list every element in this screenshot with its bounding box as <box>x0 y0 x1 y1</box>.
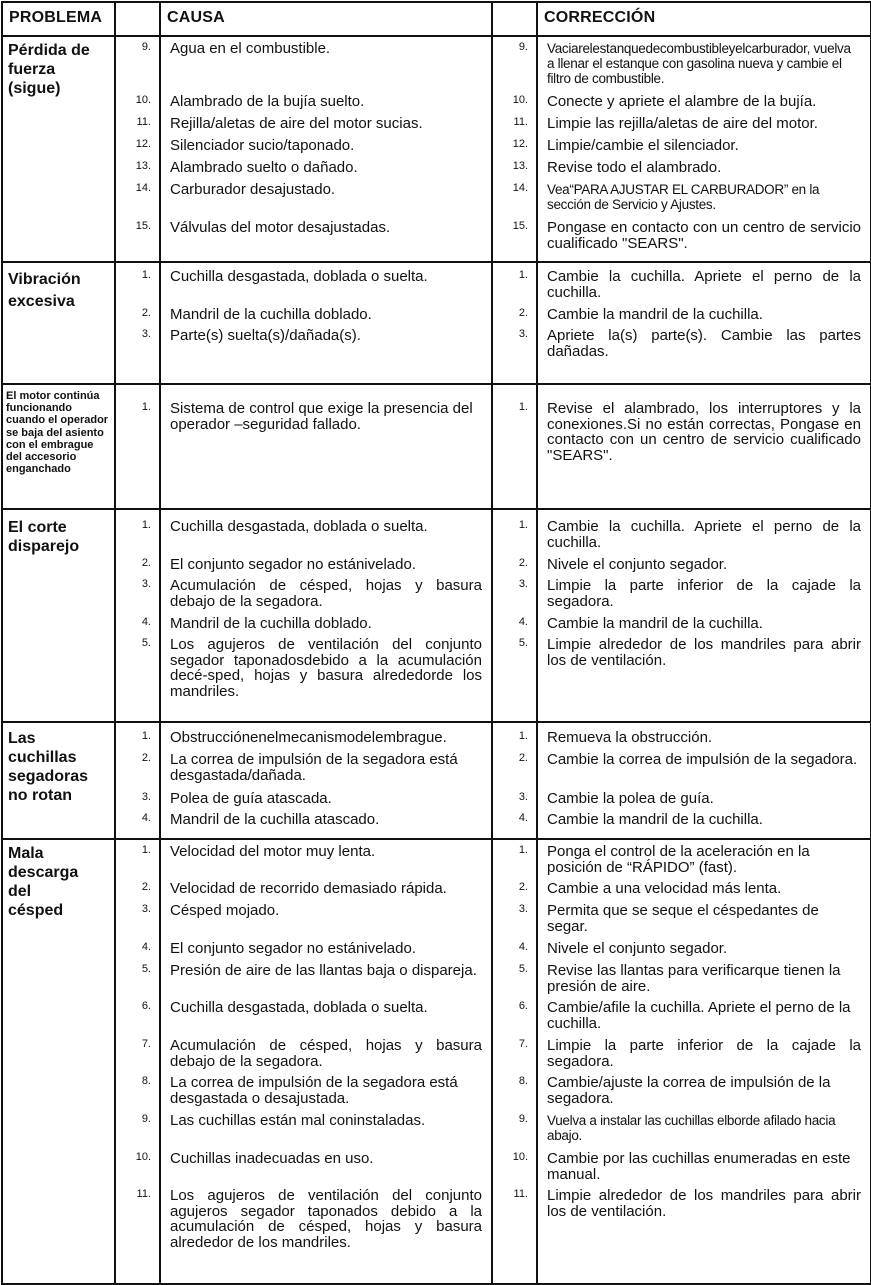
cause-number: 1. <box>141 730 151 742</box>
cause-text: Acumulación de césped, hojas y basura debajo de la segadora. <box>170 1037 482 1070</box>
correction-text: Limpie/cambie el silenciador. <box>547 137 739 154</box>
cause-cell <box>160 36 492 262</box>
correction-text: Permita que se seque el céspedantes de segar. <box>547 902 819 935</box>
cause-num-cell <box>115 839 160 1284</box>
correction-number: 6. <box>518 1000 528 1012</box>
correction-number: 4. <box>518 812 528 824</box>
correction-text: Limpie las rejilla/aletas de aire del motor. <box>547 115 818 132</box>
cause-number: 3. <box>141 578 151 590</box>
cause-number: 15. <box>135 220 151 232</box>
correction-cell <box>537 509 871 722</box>
correction-text: Revise el alambrado, los interruptores y la conexiones.Si no están correctas, Pongase en contacto con un centro de servicio cualificado "SEARS". <box>547 400 861 464</box>
cause-number: 5. <box>141 963 151 975</box>
problem-cell <box>2 722 115 839</box>
correction-number: 3. <box>518 328 528 340</box>
problem-header: PROBLEMA <box>9 9 103 26</box>
cause-number: 5. <box>141 637 151 649</box>
problem-cell <box>2 384 115 509</box>
cause-number: 3. <box>141 903 151 915</box>
cause-text: Polea de guía atascada. <box>170 790 332 807</box>
table-row <box>2 722 871 839</box>
correction-text: Vea“PARA AJUSTAR EL CARBURADOR” en la sección de Servicio y Ajustes. <box>547 182 820 212</box>
header-num-cell <box>492 2 537 36</box>
correction-text: Nivele el conjunto segador. <box>547 556 728 573</box>
problem-label: Pérdida de fuerza (sigue) <box>8 42 90 97</box>
cause-text: Acumulación de césped, hojas y basura debajo de la segadora. <box>170 577 482 610</box>
cause-number: 1. <box>141 269 151 281</box>
correction-cell <box>537 36 871 262</box>
cause-num-cell <box>115 36 160 262</box>
cause-text: Los agujeros de ventilación del conjunto segador taponadosdebido a la acumulación decé-sped, hojas y basura alrededorde los mandriles. <box>170 636 482 700</box>
correction-number: 2. <box>518 881 528 893</box>
correction-text: Ponga el control de la aceleración en la posición de “RÁPIDO” (fast). <box>547 843 810 876</box>
cause-number: 1. <box>141 401 151 413</box>
cause-text: El conjunto segador no estánivelado. <box>170 556 417 573</box>
cause-text: Los agujeros de ventilación del conjunto agujeros segador taponados debido a la acumulación de césped, hojas y basura alrededor de los mandriles. <box>170 1187 482 1251</box>
cause-num-cell <box>115 262 160 384</box>
correction-text: Revise todo el alambrado. <box>547 159 722 176</box>
cause-text: Parte(s) suelta(s)/dañada(s). <box>170 327 361 344</box>
correction-text: Vuelva a instalar las cuchillas elborde afilado hacia abajo. <box>547 1113 836 1143</box>
cause-header: CAUSA <box>167 9 225 26</box>
cause-cell <box>160 722 492 839</box>
correction-text: Cambie por las cuchillas enumeradas en este manual. <box>547 1150 851 1183</box>
cause-text: Cuchilla desgastada, doblada o suelta. <box>170 999 428 1016</box>
problem-label: Mala descarga del césped <box>8 845 79 919</box>
cause-text: Agua en el combustible. <box>170 40 331 57</box>
table-header-row <box>2 2 871 36</box>
problem-label: Las cuchillas segadoras no rotan <box>8 730 89 804</box>
correction-number: 7. <box>518 1038 528 1050</box>
cause-text: Válvulas del motor desajustadas. <box>170 219 391 236</box>
correction-text: Cambie la polea de guía. <box>547 790 714 807</box>
cause-number: 8. <box>141 1075 151 1087</box>
correction-text: Remueva la obstrucción. <box>547 729 713 746</box>
correction-num-cell <box>492 509 537 722</box>
correction-number: 1. <box>518 844 528 856</box>
table-row <box>2 839 871 1284</box>
correction-number: 11. <box>513 116 528 128</box>
correction-number: 1. <box>518 730 528 742</box>
cause-cell <box>160 384 492 509</box>
correction-header-cell <box>537 2 871 36</box>
cause-number: 14. <box>135 182 151 194</box>
cause-cell <box>160 262 492 384</box>
problem-label: Vibración excesiva <box>8 271 81 310</box>
cause-number: 3. <box>141 791 151 803</box>
problem-label: El corte disparejo <box>8 519 80 555</box>
header-num-cell <box>115 2 160 36</box>
cause-number: 11. <box>136 116 151 128</box>
cause-text: Rejilla/aletas de aire del motor sucias. <box>170 115 423 132</box>
correction-text: Revise las llantas para verificarque tienen la presión de aire. <box>547 962 841 995</box>
correction-text: Pongase en contacto con un centro de servicio cualificado "SEARS". <box>547 219 861 252</box>
correction-number: 10. <box>512 1151 528 1163</box>
cause-number: 6. <box>141 1000 151 1012</box>
correction-text: Cambie a una velocidad más lenta. <box>547 880 782 897</box>
problem-cell <box>2 262 115 384</box>
problem-cell <box>2 509 115 722</box>
cause-number: 11. <box>136 1188 151 1200</box>
correction-number: 9. <box>518 41 528 53</box>
table-row <box>2 36 871 262</box>
correction-text: Limpie alrededor de los mandriles para abrir los de ventilación. <box>547 636 861 669</box>
cause-num-cell <box>115 722 160 839</box>
cause-number: 10. <box>135 94 151 106</box>
correction-text: Cambie la mandril de la cuchilla. <box>547 811 763 828</box>
problem-cell <box>2 839 115 1284</box>
cause-number: 13. <box>135 160 151 172</box>
correction-number: 11. <box>513 1188 528 1200</box>
cause-text: Las cuchillas están mal coninstaladas. <box>170 1112 426 1129</box>
cause-text: La correa de impulsión de la segadora está desgastada o desajustada. <box>170 1074 458 1107</box>
cause-text: Césped mojado. <box>170 902 280 919</box>
cause-text: Carburador desajustado. <box>170 181 336 198</box>
cause-cell <box>160 509 492 722</box>
cause-cell <box>160 839 492 1284</box>
correction-text: Cambie/afile la cuchilla. Apriete el perno de la cuchilla. <box>547 999 851 1032</box>
correction-num-cell <box>492 262 537 384</box>
correction-number: 10. <box>512 94 528 106</box>
table-row <box>2 509 871 722</box>
cause-number: 12. <box>135 138 151 150</box>
cause-number: 9. <box>141 41 151 53</box>
correction-number: 3. <box>518 791 528 803</box>
correction-text: Cambie la mandril de la cuchilla. <box>547 306 763 323</box>
cause-text: Cuchilla desgastada, doblada o suelta. <box>170 518 428 535</box>
correction-text: Limpie la parte inferior de la cajade la segadora. <box>547 1037 861 1070</box>
correction-header: CORRECCIÓN <box>544 9 656 26</box>
correction-num-cell <box>492 384 537 509</box>
correction-num-cell <box>492 839 537 1284</box>
cause-text: Mandril de la cuchilla doblado. <box>170 615 372 632</box>
correction-number: 2. <box>518 307 528 319</box>
cause-text: La correa de impulsión de la segadora está desgastada/dañada. <box>170 751 458 784</box>
correction-text: Nivele el conjunto segador. <box>547 940 728 957</box>
cause-number: 2. <box>141 881 151 893</box>
correction-number: 14. <box>512 182 528 194</box>
cause-number: 4. <box>141 812 151 824</box>
cause-text: Mandril de la cuchilla atascado. <box>170 811 380 828</box>
cause-number: 2. <box>141 307 151 319</box>
correction-number: 15. <box>512 220 528 232</box>
cause-num-cell <box>115 509 160 722</box>
problem-label: El motor continúa funcionando cuando el operador se baja del asiento con el embrague del accesorio enganchado <box>6 390 109 476</box>
correction-number: 12. <box>512 138 528 150</box>
correction-num-cell <box>492 36 537 262</box>
cause-number: 4. <box>141 616 151 628</box>
table-row <box>2 384 871 509</box>
cause-number: 1. <box>141 519 151 531</box>
cause-text: Alambrado suelto o dañado. <box>170 159 358 176</box>
cause-text: Silenciador sucio/taponado. <box>170 137 355 154</box>
correction-cell <box>537 839 871 1284</box>
cause-number: 1. <box>141 844 151 856</box>
correction-text: Limpie alrededor de los mandriles para abrir los de ventilación. <box>547 1187 861 1220</box>
cause-number: 10. <box>135 1151 151 1163</box>
correction-number: 5. <box>518 963 528 975</box>
cause-text: Velocidad del motor muy lenta. <box>170 843 376 860</box>
correction-text: Cambie la correa de impulsión de la segadora. <box>547 751 858 768</box>
correction-text: Conecte y apriete el alambre de la bujía. <box>547 93 817 110</box>
correction-number: 9. <box>518 1113 528 1125</box>
cause-text: Cuchilla desgastada, doblada o suelta. <box>170 268 428 285</box>
correction-number: 3. <box>518 903 528 915</box>
cause-header-cell <box>160 2 492 36</box>
correction-text: Apriete la(s) parte(s). Cambie las partes dañadas. <box>547 327 861 360</box>
cause-number: 7. <box>141 1038 151 1050</box>
correction-number: 2. <box>518 752 528 764</box>
correction-number: 1. <box>518 401 528 413</box>
correction-text: Limpie la parte inferior de la cajade la segadora. <box>547 577 861 610</box>
correction-cell <box>537 384 871 509</box>
problem-cell <box>2 36 115 262</box>
cause-number: 2. <box>141 752 151 764</box>
cause-text: Cuchillas inadecuadas en uso. <box>170 1150 374 1167</box>
cause-text: Obstrucciónenelmecanismodelembrague. <box>170 729 447 746</box>
correction-number: 1. <box>518 269 528 281</box>
correction-cell <box>537 722 871 839</box>
correction-number: 2. <box>518 557 528 569</box>
correction-num-cell <box>492 722 537 839</box>
correction-number: 8. <box>518 1075 528 1087</box>
cause-number: 4. <box>141 941 151 953</box>
cause-text: Sistema de control que exige la presencia del operador –seguridad fallado. <box>170 400 473 433</box>
correction-number: 4. <box>518 616 528 628</box>
correction-text: Vaciarelestanquedecombustibleyelcarburador, vuelva a llenar el estanque con gasolina nueva y cambie el filtro de combustible. <box>547 41 851 86</box>
correction-number: 5. <box>518 637 528 649</box>
cause-text: Alambrado de la bujía suelto. <box>170 93 365 110</box>
correction-number: 4. <box>518 941 528 953</box>
correction-cell <box>537 262 871 384</box>
cause-num-cell <box>115 384 160 509</box>
correction-text: Cambie la cuchilla. Apriete el perno de la cuchilla. <box>547 518 861 551</box>
correction-number: 13. <box>512 160 528 172</box>
cause-number: 9. <box>141 1113 151 1125</box>
cause-number: 2. <box>141 557 151 569</box>
cause-text: Velocidad de recorrido demasiado rápida. <box>170 880 447 897</box>
table-row <box>2 262 871 384</box>
cause-text: El conjunto segador no estánivelado. <box>170 940 417 957</box>
correction-number: 3. <box>518 578 528 590</box>
correction-text: Cambie la mandril de la cuchilla. <box>547 615 763 632</box>
cause-number: 3. <box>141 328 151 340</box>
correction-text: Cambie la cuchilla. Apriete el perno de la cuchilla. <box>547 268 861 301</box>
correction-text: Cambie/ajuste la correa de impulsión de la segadora. <box>547 1074 831 1107</box>
correction-number: 1. <box>518 519 528 531</box>
cause-text: Presión de aire de las llantas baja o dispareja. <box>170 962 477 979</box>
cause-text: Mandril de la cuchilla doblado. <box>170 306 372 323</box>
problem-header-cell <box>2 2 115 36</box>
troubleshooting-table <box>1 1 871 1285</box>
